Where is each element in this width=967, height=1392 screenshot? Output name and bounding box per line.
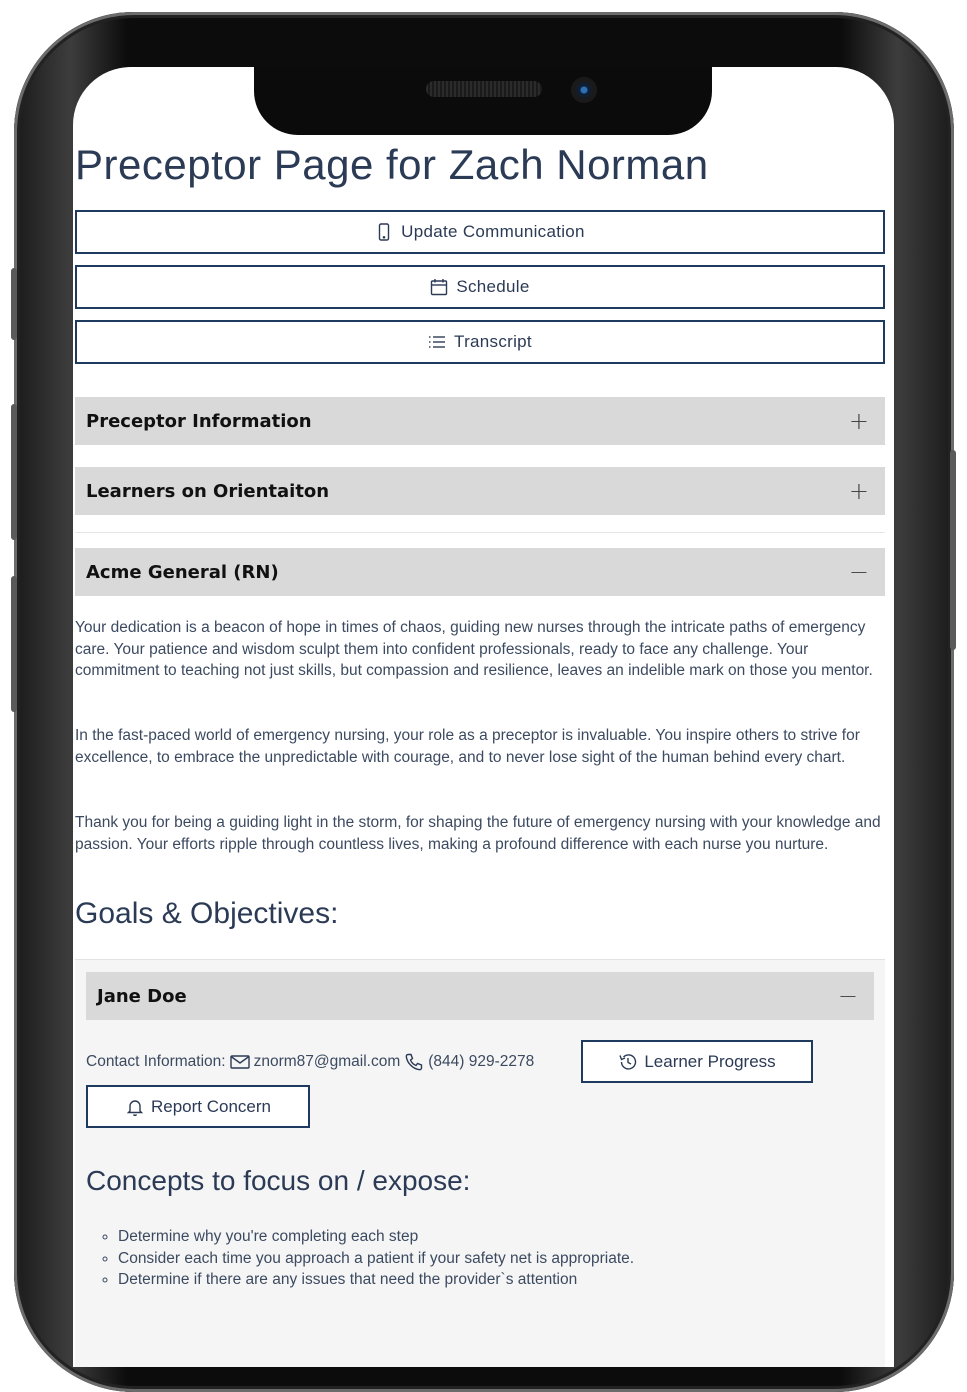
side-button xyxy=(11,268,17,340)
accordion-preceptor-information[interactable] xyxy=(75,397,885,445)
report-concern-button[interactable] xyxy=(86,1085,310,1128)
learner-name: Jane Doe xyxy=(97,985,187,1007)
concepts-heading: Concepts to focus on / expose: xyxy=(86,1165,471,1196)
learner-accordion-header[interactable] xyxy=(86,972,874,1020)
phone-screen xyxy=(73,67,894,1367)
transcript-button[interactable] xyxy=(75,320,885,364)
accordion-title: Acme General (RN) xyxy=(86,561,279,583)
contact-information xyxy=(86,1053,534,1071)
phone-notch xyxy=(254,67,712,135)
expand-icon[interactable]: + xyxy=(848,477,869,505)
schedule-button[interactable] xyxy=(75,265,885,309)
volume-up-button xyxy=(11,404,17,540)
power-button xyxy=(950,450,956,650)
contact-label: Contact Information: xyxy=(86,1053,226,1070)
learner-progress-button[interactable] xyxy=(581,1040,813,1083)
list-icon xyxy=(428,333,446,351)
collapse-icon[interactable]: − xyxy=(837,982,858,1010)
concepts-list xyxy=(86,1226,634,1291)
front-camera xyxy=(571,77,597,103)
mail-icon xyxy=(230,1053,250,1071)
speaker-grille xyxy=(426,81,542,97)
accordion-learners-on-orientation[interactable] xyxy=(75,467,885,515)
list-item: ◦ Determine if there are any issues that need the provider`s attention xyxy=(118,1269,634,1291)
goals-heading: Goals & Objectives: xyxy=(75,897,339,930)
learner-email[interactable]: znorm87@gmail.com xyxy=(253,1053,401,1070)
appreciation-paragraph-3: Thank you for being a guiding light in the storm, for shaping the future of emergency nursing with your knowledge and passion. Your efforts ripple through countless lives, making a profound difference with each nurse you nurture. xyxy=(75,814,881,853)
learner-panel xyxy=(75,959,885,1367)
transcript-label: Transcript xyxy=(454,332,532,351)
update-communication-button[interactable] xyxy=(75,210,885,254)
accordion-acme-general[interactable] xyxy=(75,548,885,596)
list-item: ◦ Determine why you're completing each step xyxy=(118,1226,634,1248)
calendar-icon xyxy=(430,278,448,296)
learner-phone[interactable]: (844) 929-2278 xyxy=(428,1053,535,1070)
divider xyxy=(75,532,885,533)
collapse-icon[interactable]: − xyxy=(848,558,869,586)
learner-progress-label: Learner Progress xyxy=(644,1051,776,1071)
accordion-title: Preceptor Information xyxy=(86,410,312,432)
update-communication-label: Update Communication xyxy=(401,222,585,241)
list-item: ◦ Consider each time you approach a patient if your safety net is appropriate. xyxy=(118,1248,634,1270)
accordion-title: Learners on Orientaiton xyxy=(86,480,330,502)
volume-down-button xyxy=(11,576,17,712)
bell-icon xyxy=(125,1097,145,1117)
appreciation-paragraph-2: In the fast-paced world of emergency nursing, your role as a preceptor is invaluable. You inspire others to strive for excellence, to embrace the unpredictable with courage, and to never lose sight of the human behind every chart. xyxy=(75,727,860,766)
schedule-label: Schedule xyxy=(456,277,530,296)
telephone-icon xyxy=(404,1053,424,1071)
phone-icon xyxy=(375,223,393,241)
expand-icon[interactable]: + xyxy=(848,407,869,435)
page-title: Preceptor Page for Zach Norman xyxy=(75,141,709,188)
appreciation-paragraph-1: Your dedication is a beacon of hope in times of chaos, guiding new nurses through the intricate paths of emergency care. Your patience and wisdom sculpt them into confident professionals, ready to face any challenge. Your commitment to teaching not just skills, but compassion and resilience, leaves an indelible mark on those you mentor. xyxy=(75,619,873,680)
history-icon xyxy=(618,1052,638,1072)
report-concern-label: Report Concern xyxy=(150,1096,271,1116)
